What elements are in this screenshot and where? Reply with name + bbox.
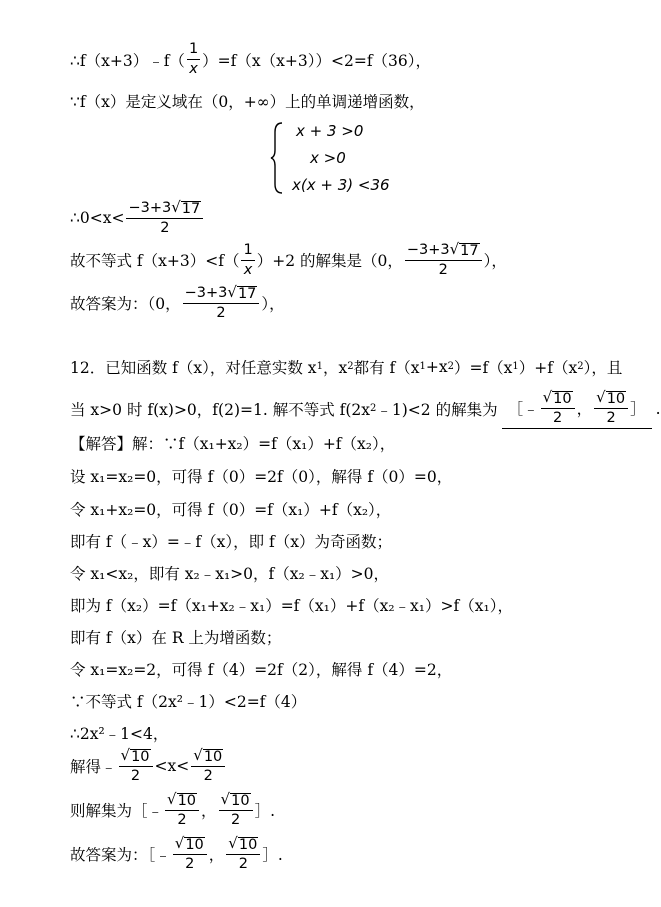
fraction-sqrt10 <box>226 834 260 874</box>
text-span: 设 x₁=x₂=0，可得 f（0）=2f（0），解得 f（0）=0， <box>70 468 453 486</box>
solution-line-6 <box>70 594 513 616</box>
text-span: 即有 f（x）在 R 上为增函数； <box>70 629 282 647</box>
text-span: ）+2 的解集是（0， <box>256 252 403 270</box>
solution-line-10 <box>70 722 168 744</box>
text-span: ）， <box>261 295 285 313</box>
fraction-denominator: x <box>243 261 253 278</box>
fraction-denominator: 2 <box>552 410 563 426</box>
text-span: ∴2x²﹣1<4， <box>70 725 169 743</box>
fraction-1-over-x <box>241 241 254 280</box>
solution-line-5 <box>70 562 389 584</box>
fraction-denominator: 2 <box>216 305 226 321</box>
fraction-numerator <box>183 283 260 304</box>
fraction-denominator: 2 <box>185 856 195 872</box>
text-span: ［﹣ <box>507 400 539 418</box>
sqrt-symbol: √ 10 <box>174 834 204 853</box>
fraction-sqrt10 <box>219 790 253 830</box>
fraction-sqrt10 <box>541 388 575 428</box>
text-span: 令 x₁=x₂=2，可得 f（4）=2f（2），解得 f（4）=2， <box>70 661 453 679</box>
solution-line-8 <box>70 658 452 680</box>
fraction-denominator: 2 <box>203 768 213 784</box>
fraction-denominator: 2 <box>230 812 241 828</box>
fraction-sqrt10 <box>165 790 199 830</box>
text-span: ）=f（x <box>453 359 513 377</box>
fraction-numerator <box>226 834 260 855</box>
sqrt-symbol: √ 10 <box>220 790 250 809</box>
fraction-denominator: 2 <box>238 856 248 872</box>
sqrt-symbol: √ 10 <box>120 746 150 765</box>
fraction-denominator: 2 <box>606 410 616 426</box>
radicand: 10 <box>238 837 258 853</box>
text-span: ﹣1)<2 的解集为 <box>376 400 498 419</box>
text-span: 解得﹣ <box>70 758 117 776</box>
text-span: 都有 f（x <box>353 359 420 377</box>
radicand: 10 <box>231 793 250 809</box>
left-brace-icon <box>270 122 284 194</box>
radicand: 10 <box>606 391 626 407</box>
text-line-4 <box>70 240 507 280</box>
sqrt-symbol: √ 10 <box>193 746 223 765</box>
text-line-3 <box>70 198 205 238</box>
fraction-numerator <box>126 198 203 219</box>
text-span: ，x <box>322 359 348 377</box>
text-span: <x< <box>154 757 190 775</box>
solution-line-1 <box>70 432 395 454</box>
solution-line-13 <box>70 834 283 874</box>
text-span: −3+3 <box>128 200 172 216</box>
text-span: ∴0<x< <box>70 209 125 227</box>
fraction-sqrt17 <box>183 283 260 323</box>
text-span: ∴f（x+3）﹣f（ <box>70 51 185 70</box>
text-span: ∵f（x）是定义域在（0，+∞）上的单调递增函数， <box>70 93 425 111</box>
text-line-5 <box>70 283 285 323</box>
solution-line-12 <box>70 790 275 830</box>
radicand: 10 <box>203 749 223 765</box>
text-span: 12．已知函数 f（x），对任意实数 x <box>70 359 317 377</box>
text-span: ）=f（x（x+3））<2=f（36）， <box>202 51 432 70</box>
text-span: ， <box>208 846 225 864</box>
fraction-numerator <box>119 746 153 767</box>
radicand: 10 <box>177 793 197 809</box>
text-span: ］. <box>254 802 275 820</box>
fraction-sqrt17 <box>405 240 482 280</box>
question-line-1: 12．已知函数 f（x），对任意实数 x 1 ，x 2 都有 f（x 1 +x 2 ）=f（x 1 ）+f（x 2 ），且 <box>70 358 623 377</box>
text-span: 令 x₁<x₂，即有 x₂﹣x₁>0，f（x₂﹣x₁）>0， <box>70 565 390 583</box>
solution-line-7 <box>70 626 281 648</box>
fraction-denominator: 2 <box>160 220 170 236</box>
text-span: ），且 <box>583 359 623 377</box>
text-span: −3+3 <box>184 285 228 301</box>
radicand: 10 <box>553 391 572 407</box>
fraction-numerator: 1 <box>187 40 200 60</box>
text-span: 令 x₁+x₂=0，可得 f（0）=f（x₁）+f（x₂）， <box>70 501 392 519</box>
radicand: 17 <box>460 243 479 259</box>
fraction-sqrt10 <box>594 388 628 428</box>
sqrt-symbol: √ 10 <box>542 388 572 407</box>
radicand: 17 <box>237 286 257 302</box>
system-row-1: x + 3 >0 <box>296 122 364 140</box>
text-span: 当 x>0 时 f(x)>0，f(2)=1. 解不等式 f(2x <box>70 400 371 419</box>
solution-line-11 <box>70 746 227 786</box>
text-span: 【解答】解：∵f（x₁+x₂）=f（x₁）+f（x₂）， <box>70 435 396 453</box>
text-span: ， <box>576 400 593 418</box>
fraction-numerator <box>165 790 199 811</box>
fraction-denominator: x <box>189 61 198 77</box>
inequality-system <box>292 118 390 199</box>
fraction-sqrt10 <box>191 746 225 786</box>
text-span: ∵不等式 f（2x²﹣1）<2=f（4） <box>70 693 307 711</box>
solution-line-2 <box>70 465 452 487</box>
solution-line-4 <box>70 530 392 552</box>
text-span: 故答案为：［﹣ <box>70 846 171 864</box>
text-span: −3+3 <box>406 242 450 258</box>
radicand: 17 <box>181 201 201 217</box>
text-span: ）+f（x <box>518 359 578 377</box>
answer-blank <box>502 388 652 429</box>
sqrt-symbol: √ 17 <box>227 283 257 302</box>
fraction-numerator <box>173 834 207 855</box>
text-span: ）， <box>483 252 507 270</box>
text-line-2 <box>70 90 425 112</box>
text-span: 则解集为［﹣ <box>70 802 164 820</box>
solution-line-3 <box>70 498 391 520</box>
fraction-denominator: 2 <box>177 812 187 828</box>
fraction-numerator <box>405 240 482 261</box>
sqrt-symbol: √ 10 <box>596 388 626 407</box>
text-line-1 <box>70 40 431 79</box>
fraction-denominator: 2 <box>438 262 448 278</box>
solution-line-9 <box>70 690 306 712</box>
radicand: 10 <box>131 749 150 765</box>
fraction-denominator: 2 <box>130 768 141 784</box>
text-span: ］ <box>630 400 646 418</box>
sqrt-symbol: √ 17 <box>171 198 201 217</box>
sqrt-symbol: √ 10 <box>228 834 258 853</box>
text-span: 即为 f（x₂）=f（x₁+x₂﹣x₁）=f（x₁）+f（x₂﹣x₁）>f（x₁）， <box>70 597 513 615</box>
text-span: 故不等式 f（x+3）<f（ <box>70 252 240 270</box>
fraction-numerator <box>594 388 628 409</box>
text-span: ， <box>201 802 217 820</box>
fraction-numerator <box>191 746 225 767</box>
sqrt-symbol: √ 17 <box>449 240 479 259</box>
system-row-3: x(x + 3) <36 <box>292 176 390 194</box>
system-row-2: x >0 <box>310 149 346 167</box>
text-span: ］. <box>262 846 283 864</box>
fraction-numerator: 1 <box>241 241 254 261</box>
fraction-sqrt10 <box>119 746 153 786</box>
fraction-numerator <box>219 790 253 811</box>
fraction-numerator <box>541 388 575 409</box>
sqrt-symbol: √ 10 <box>167 790 197 809</box>
fraction-1-over-x <box>187 40 200 79</box>
text-span: 即有 f（﹣x）=﹣f（x），即 f（x）为奇函数； <box>70 533 393 551</box>
text-span: . <box>655 399 661 418</box>
text-span: 故答案为：（0， <box>70 295 181 313</box>
radicand: 10 <box>185 837 204 853</box>
fraction-sqrt17 <box>126 198 203 238</box>
question-line-2: 当 x>0 时 f(x)>0，f(2)=1. 解不等式 f(2x 2 ﹣1)<2 的解集为 ［﹣ √ 10 2 ， √ 10 2 ］ . <box>70 388 661 429</box>
fraction-sqrt10 <box>173 834 207 874</box>
text-span: +x <box>425 358 448 376</box>
